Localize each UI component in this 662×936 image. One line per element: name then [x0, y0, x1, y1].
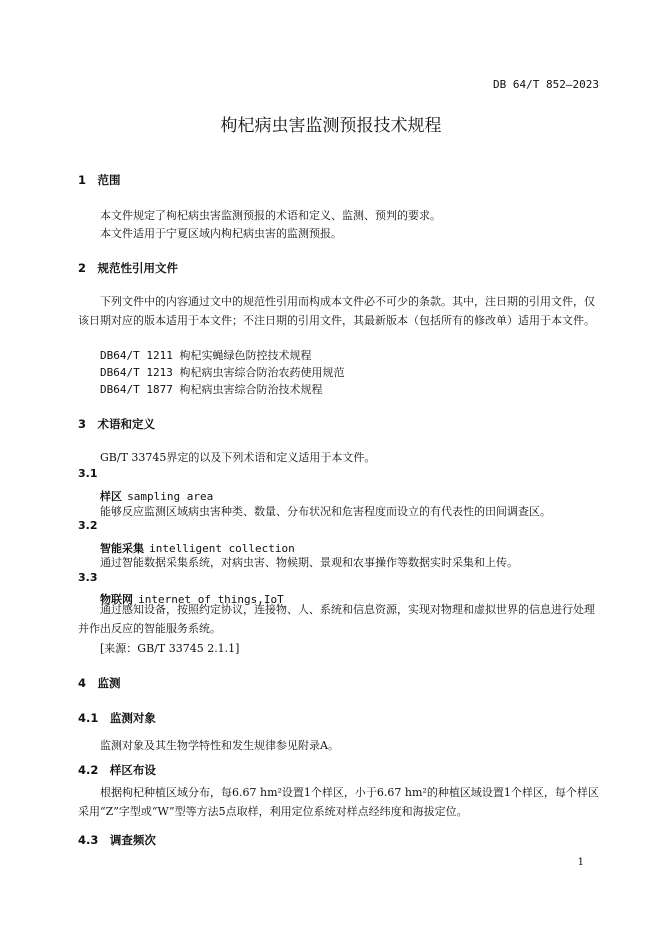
term-definition: 通过智能数据采集系统，对病虫害、物候期、景观和农事操作等数据实时采集和上传。 [100, 556, 518, 569]
section-3-heading: 3 术语和定义 [78, 417, 156, 431]
section-3-intro: GB/T 33745界定的以及下列术语和定义适用于本文件。 [100, 451, 376, 464]
subsection-4-3-heading: 4.3 调查频次 [78, 833, 156, 847]
term-name [100, 485, 213, 504]
page-number: 1 [577, 857, 584, 868]
section-1-heading: 1 范围 [78, 173, 121, 187]
term-definition: 能够反应监测区域病虫害种类、数量、分布状况和危害程度而设立的有代表性的田间调查区。 [100, 505, 551, 518]
term-source: [来源：GB/T 33745 2.1.1] [100, 642, 240, 655]
document-number: DB 64/T 852—2023 [493, 78, 599, 91]
section-1-paragraph-2: 本文件适用于宁夏区域内枸杞病虫害的监测预报。 [100, 227, 342, 240]
reference-item: DB64/T 1877 枸杞病虫害综合防治技术规程 [100, 383, 323, 396]
subsection-4-1-heading: 4.1 监测对象 [78, 711, 156, 725]
term-english-name: internet of things,IoT [138, 593, 284, 606]
subsection-4-1-paragraph: 监测对象及其生物学特性和发生规律参见附录A。 [100, 739, 339, 752]
term-english-name: intelligent collection [149, 542, 295, 555]
term-number: 3.1 [78, 467, 98, 480]
subsection-4-2-paragraph: 根据枸杞种植区域分布，每6.67 hm²设置1个样区，小于6.67 hm²的种植区域设置1个样区，每个样区采用“Z”字型或“W”型等方法5点取样，利用定位系统对样点经纬度和海拔定位。 [78, 786, 599, 818]
term-number: 3.3 [78, 571, 98, 584]
section-4-heading: 4 监测 [78, 676, 121, 690]
term-definition: 通过感知设备，按照约定协议，连接物、人、系统和信息资源，实现对物理和虚拟世界的信息进行处理并作出反应的智能服务系统。 [78, 603, 595, 635]
section-1-paragraph-1: 本文件规定了枸杞病虫害监测预报的术语和定义、监测、预判的要求。 [100, 209, 441, 222]
subsection-4-2-heading: 4.2 样区布设 [78, 763, 156, 777]
term-chinese-name: 智能采集 [100, 542, 144, 555]
document-title: 枸杞病虫害监测预报技术规程 [220, 116, 442, 136]
section-2-paragraph: 下列文件中的内容通过文中的规范性引用而构成本文件必不可少的条款。其中，注日期的引用文件，仅该日期对应的版本适用于本文件；不注日期的引用文件，其最新版本（包括所有的修改单）适用于本文件。 [78, 295, 595, 327]
reference-item: DB64/T 1213 枸杞病虫害综合防治农药使用规范 [100, 366, 345, 379]
reference-item: DB64/T 1211 枸杞实蝇绿色防控技术规程 [100, 349, 312, 362]
term-chinese-name: 样区 [100, 490, 122, 503]
term-english-name: sampling area [127, 490, 214, 503]
term-chinese-name: 物联网 [100, 593, 133, 606]
section-2-heading: 2 规范性引用文件 [78, 261, 179, 275]
term-number: 3.2 [78, 519, 98, 532]
